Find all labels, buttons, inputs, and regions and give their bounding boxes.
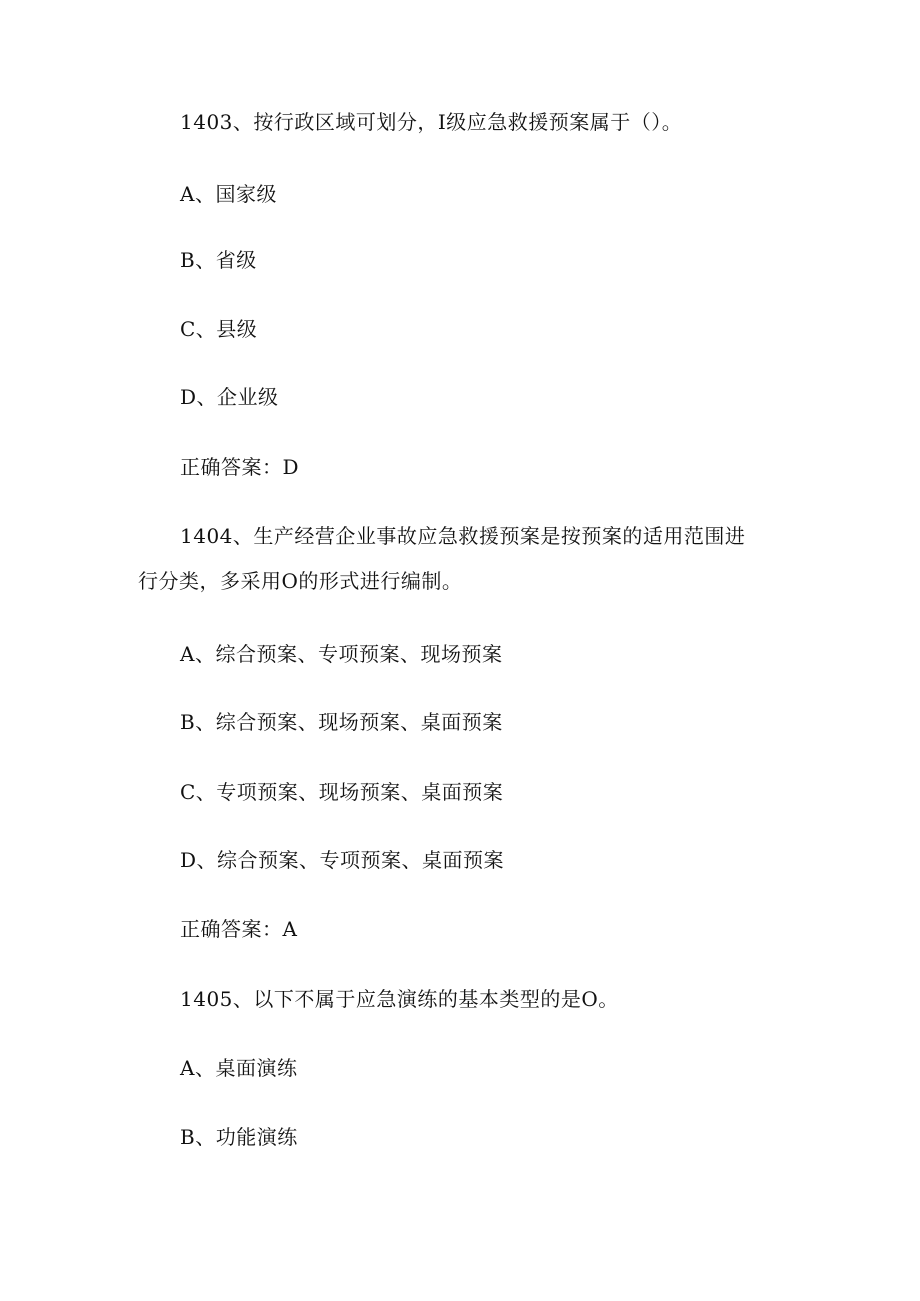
- question-1405-stem: 1405、以下不属于应急演练的基本类型的是O。: [180, 987, 619, 1011]
- question-1404-option-a: A、综合预案、专项预案、现场预案: [180, 642, 503, 666]
- question-1404-stem-line-2: 行分类，多采用O的形式进行编制。: [138, 569, 463, 593]
- question-1403-option-a: A、国家级: [180, 182, 277, 206]
- question-1404-stem-line-1: 1404、生产经营企业事故应急救援预案是按预案的适用范围进: [180, 524, 746, 548]
- question-1405-option-a: A、桌面演练: [180, 1056, 298, 1080]
- question-1403-answer: 正确答案：D: [180, 455, 300, 479]
- question-1404-option-d: D、综合预案、专项预案、桌面预案: [180, 848, 505, 872]
- question-1404-option-c: C、专项预案、现场预案、桌面预案: [180, 780, 504, 804]
- question-1403-stem: 1403、按行政区域可划分，I级应急救援预案属于（）。: [180, 110, 683, 134]
- question-1403-option-b: B、省级: [180, 248, 257, 272]
- question-1403-option-c: C、县级: [180, 317, 258, 341]
- question-1405-option-b: B、功能演练: [180, 1125, 298, 1149]
- question-1404-answer: 正确答案：A: [180, 917, 298, 941]
- question-1404-option-b: B、综合预案、现场预案、桌面预案: [180, 710, 503, 734]
- question-1403-option-d: D、企业级: [180, 385, 279, 409]
